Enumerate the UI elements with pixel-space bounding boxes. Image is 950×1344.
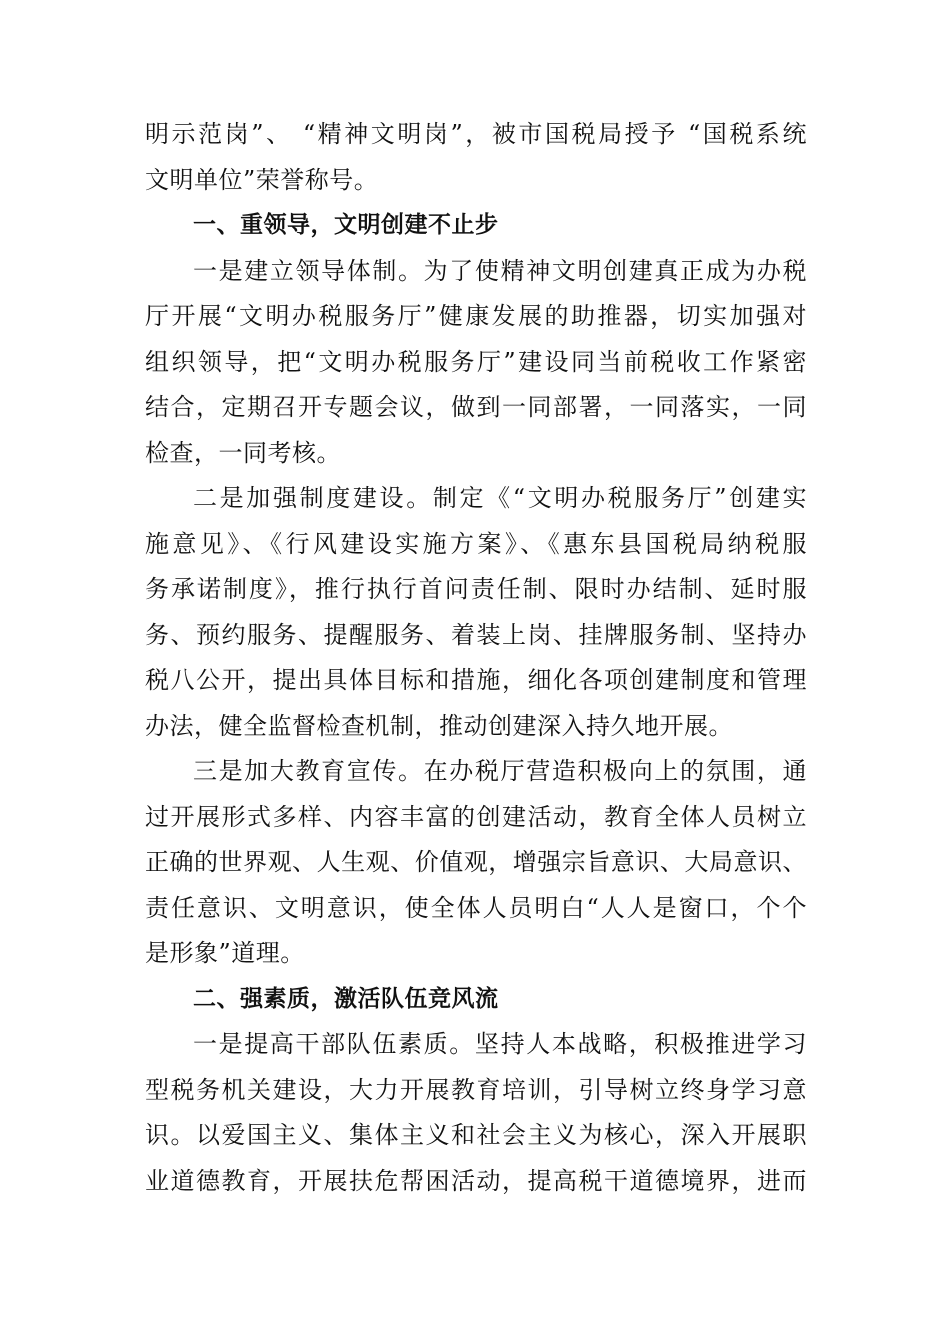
paragraph-line: 务承诺制度》，推行执行首问责任制、限时办结制、延时服 — [145, 575, 807, 603]
section-heading: 二、强素质，激活队伍竞风流 — [193, 985, 499, 1012]
paragraph-line: 组织领导，把“文明办税服务厅”建设同当前税收工作紧密 — [145, 347, 807, 376]
paragraph-line: 是形象”道理。 — [145, 939, 305, 967]
paragraph-line: 正确的世界观、人生观、价值观，增强宗旨意识、大局意识、 — [145, 848, 807, 876]
paragraph-line: 检查，一同考核。 — [145, 438, 341, 467]
paragraph-line: 一是建立领导体制。为了使精神文明创建真正成为办税 — [193, 256, 807, 285]
paragraph-line: 识。以爱国主义、集体主义和社会主义为核心，深入开展职 — [145, 1121, 807, 1149]
paragraph-line: 施意见》、《行风建设实施方案》、《惠东县国税局纳税服 — [145, 529, 807, 558]
paragraph-line: 务、预约服务、提醒服务、着装上岗、挂牌服务制、坚持办 — [145, 620, 807, 649]
paragraph-line: 责任意识、文明意识，使全体人员明白“人人是窗口，个个 — [145, 893, 807, 922]
paragraph-line: 办法，健全监督检查机制，推动创建深入持久地开展。 — [145, 711, 733, 740]
paragraph-line: 一是提高干部队伍素质。坚持人本战略，积极推进学习 — [193, 1030, 807, 1058]
section-heading: 一、重领导，文明创建不止步 — [193, 212, 499, 238]
paragraph-line: 二是加强制度建设。制定《“文明办税服务厅”创建实 — [193, 484, 807, 512]
paragraph-line: 型税务机关建设，大力开展教育培训，引导树立终身学习意 — [145, 1075, 807, 1104]
paragraph-line: 结合，定期召开专题会议，做到一同部署，一同落实，一同 — [145, 393, 807, 421]
paragraph-line: 明示范岗”、 “精神文明岗”，被市国税局授予 “国税系统 — [145, 120, 807, 148]
document-body — [145, 112, 807, 1204]
paragraph-line: 三是加大教育宣传。在办税厅营造积极向上的氛围，通 — [193, 757, 807, 785]
paragraph-line: 过开展形式多样、内容丰富的创建活动，教育全体人员树立 — [145, 802, 807, 831]
paragraph-line: 税八公开，提出具体目标和措施，细化各项创建制度和管理 — [145, 666, 807, 694]
paragraph-line: 文明单位”荣誉称号。 — [145, 165, 379, 194]
paragraph-line: 厅开展“文明办税服务厅”健康发展的助推器，切实加强对 — [145, 302, 807, 330]
paragraph-line: 业道德教育，开展扶危帮困活动，提高税干道德境界，进而 — [145, 1166, 807, 1195]
